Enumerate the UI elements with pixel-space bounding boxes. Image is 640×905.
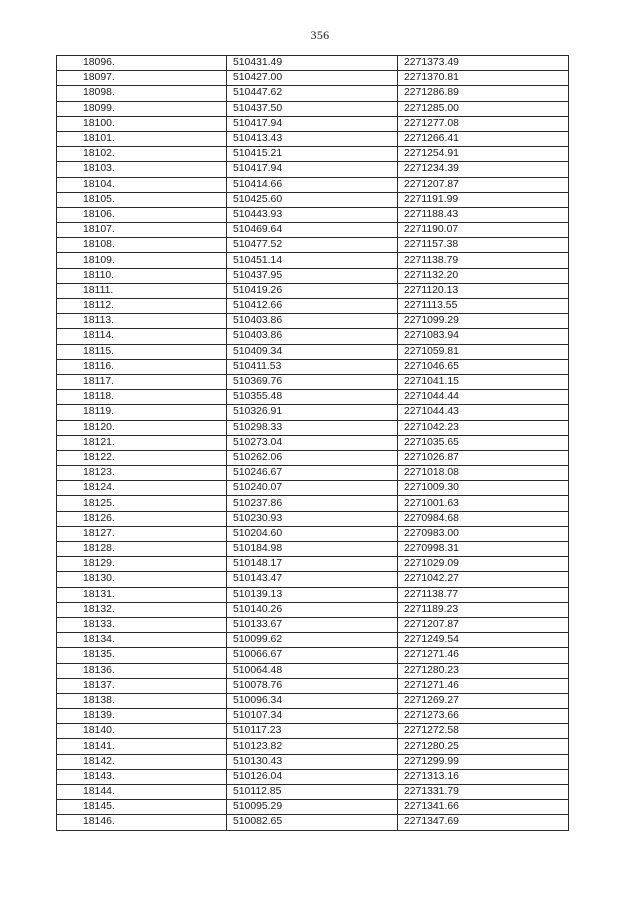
x-coordinate-cell: 510298.33 xyxy=(227,420,398,435)
table-row xyxy=(57,785,569,800)
point-number-cell: 18125. xyxy=(57,496,227,511)
x-coordinate-cell: 510082.65 xyxy=(227,815,398,830)
point-number-cell: 18143. xyxy=(57,769,227,784)
x-coordinate-cell: 510447.62 xyxy=(227,86,398,101)
table-row xyxy=(57,329,569,344)
y-coordinate-cell: 2270998.31 xyxy=(398,542,569,557)
table-row xyxy=(57,192,569,207)
x-coordinate-cell: 510095.29 xyxy=(227,800,398,815)
table-row xyxy=(57,253,569,268)
x-coordinate-cell: 510064.48 xyxy=(227,663,398,678)
table-row xyxy=(57,754,569,769)
table-row xyxy=(57,450,569,465)
table-row xyxy=(57,709,569,724)
table-row xyxy=(57,739,569,754)
table-row xyxy=(57,86,569,101)
table-row xyxy=(57,663,569,678)
point-number-cell: 18124. xyxy=(57,481,227,496)
y-coordinate-cell: 2270984.68 xyxy=(398,511,569,526)
table-row xyxy=(57,131,569,146)
table-row xyxy=(57,420,569,435)
y-coordinate-cell: 2271113.55 xyxy=(398,299,569,314)
table-row xyxy=(57,390,569,405)
table-row xyxy=(57,724,569,739)
x-coordinate-cell: 510411.53 xyxy=(227,359,398,374)
x-coordinate-cell: 510427.00 xyxy=(227,71,398,86)
y-coordinate-cell: 2271280.25 xyxy=(398,739,569,754)
table-row xyxy=(57,116,569,131)
y-coordinate-cell: 2271285.00 xyxy=(398,101,569,116)
point-number-cell: 18121. xyxy=(57,435,227,450)
table-row xyxy=(57,359,569,374)
y-coordinate-cell: 2271207.87 xyxy=(398,617,569,632)
table-row xyxy=(57,587,569,602)
x-coordinate-cell: 510355.48 xyxy=(227,390,398,405)
y-coordinate-cell: 2271157.38 xyxy=(398,238,569,253)
y-coordinate-cell: 2271042.27 xyxy=(398,572,569,587)
y-coordinate-cell: 2271191.99 xyxy=(398,192,569,207)
point-number-cell: 18101. xyxy=(57,131,227,146)
point-number-cell: 18118. xyxy=(57,390,227,405)
point-number-cell: 18099. xyxy=(57,101,227,116)
point-number-cell: 18139. xyxy=(57,709,227,724)
y-coordinate-cell: 2271373.49 xyxy=(398,56,569,71)
table-row xyxy=(57,617,569,632)
point-number-cell: 18136. xyxy=(57,663,227,678)
table-row xyxy=(57,238,569,253)
y-coordinate-cell: 2271026.87 xyxy=(398,450,569,465)
table-row xyxy=(57,405,569,420)
table-row xyxy=(57,511,569,526)
x-coordinate-cell: 510246.67 xyxy=(227,466,398,481)
point-number-cell: 18100. xyxy=(57,116,227,131)
table-row xyxy=(57,71,569,86)
point-number-cell: 18135. xyxy=(57,648,227,663)
y-coordinate-cell: 2271271.46 xyxy=(398,678,569,693)
x-coordinate-cell: 510413.43 xyxy=(227,131,398,146)
point-number-cell: 18128. xyxy=(57,542,227,557)
y-coordinate-cell: 2271018.08 xyxy=(398,466,569,481)
x-coordinate-cell: 510133.67 xyxy=(227,617,398,632)
y-coordinate-cell: 2271001.63 xyxy=(398,496,569,511)
y-coordinate-cell: 2271189.23 xyxy=(398,602,569,617)
x-coordinate-cell: 510099.62 xyxy=(227,633,398,648)
y-coordinate-cell: 2271331.79 xyxy=(398,785,569,800)
point-number-cell: 18129. xyxy=(57,557,227,572)
x-coordinate-cell: 510409.34 xyxy=(227,344,398,359)
y-coordinate-cell: 2271249.54 xyxy=(398,633,569,648)
point-number-cell: 18137. xyxy=(57,678,227,693)
y-coordinate-cell: 2271035.65 xyxy=(398,435,569,450)
table-row xyxy=(57,344,569,359)
point-number-cell: 18133. xyxy=(57,617,227,632)
table-row xyxy=(57,648,569,663)
point-number-cell: 18108. xyxy=(57,238,227,253)
table-row xyxy=(57,466,569,481)
y-coordinate-cell: 2271277.08 xyxy=(398,116,569,131)
table-row xyxy=(57,207,569,222)
point-number-cell: 18096. xyxy=(57,56,227,71)
y-coordinate-cell: 2271266.41 xyxy=(398,131,569,146)
point-number-cell: 18115. xyxy=(57,344,227,359)
y-coordinate-cell: 2271190.07 xyxy=(398,223,569,238)
x-coordinate-cell: 510130.43 xyxy=(227,754,398,769)
point-number-cell: 18106. xyxy=(57,207,227,222)
x-coordinate-cell: 510415.21 xyxy=(227,147,398,162)
point-number-cell: 18145. xyxy=(57,800,227,815)
table-row xyxy=(57,101,569,116)
table-row xyxy=(57,56,569,71)
y-coordinate-cell: 2271044.43 xyxy=(398,405,569,420)
x-coordinate-cell: 510425.60 xyxy=(227,192,398,207)
y-coordinate-cell: 2271042.23 xyxy=(398,420,569,435)
y-coordinate-cell: 2271347.69 xyxy=(398,815,569,830)
point-number-cell: 18112. xyxy=(57,299,227,314)
y-coordinate-cell: 2271269.27 xyxy=(398,693,569,708)
point-number-cell: 18107. xyxy=(57,223,227,238)
y-coordinate-cell: 2271370.81 xyxy=(398,71,569,86)
point-number-cell: 18103. xyxy=(57,162,227,177)
point-number-cell: 18141. xyxy=(57,739,227,754)
point-number-cell: 18142. xyxy=(57,754,227,769)
x-coordinate-cell: 510469.64 xyxy=(227,223,398,238)
y-coordinate-cell: 2271044.44 xyxy=(398,390,569,405)
x-coordinate-cell: 510477.52 xyxy=(227,238,398,253)
point-number-cell: 18123. xyxy=(57,466,227,481)
y-coordinate-cell: 2271254.91 xyxy=(398,147,569,162)
coordinates-table-body xyxy=(57,56,569,831)
x-coordinate-cell: 510240.07 xyxy=(227,481,398,496)
point-number-cell: 18111. xyxy=(57,283,227,298)
x-coordinate-cell: 510414.66 xyxy=(227,177,398,192)
x-coordinate-cell: 510112.85 xyxy=(227,785,398,800)
y-coordinate-cell: 2271273.66 xyxy=(398,709,569,724)
point-number-cell: 18097. xyxy=(57,71,227,86)
point-number-cell: 18132. xyxy=(57,602,227,617)
y-coordinate-cell: 2271272.58 xyxy=(398,724,569,739)
table-row xyxy=(57,268,569,283)
x-coordinate-cell: 510437.50 xyxy=(227,101,398,116)
point-number-cell: 18105. xyxy=(57,192,227,207)
point-number-cell: 18116. xyxy=(57,359,227,374)
y-coordinate-cell: 2271046.65 xyxy=(398,359,569,374)
table-row xyxy=(57,693,569,708)
point-number-cell: 18117. xyxy=(57,374,227,389)
table-row xyxy=(57,299,569,314)
x-coordinate-cell: 510148.17 xyxy=(227,557,398,572)
x-coordinate-cell: 510237.86 xyxy=(227,496,398,511)
x-coordinate-cell: 510066.67 xyxy=(227,648,398,663)
table-row xyxy=(57,542,569,557)
x-coordinate-cell: 510107.34 xyxy=(227,709,398,724)
y-coordinate-cell: 2271059.81 xyxy=(398,344,569,359)
y-coordinate-cell: 2271286.89 xyxy=(398,86,569,101)
x-coordinate-cell: 510140.26 xyxy=(227,602,398,617)
x-coordinate-cell: 510417.94 xyxy=(227,162,398,177)
table-row xyxy=(57,283,569,298)
table-row xyxy=(57,815,569,830)
table-row xyxy=(57,177,569,192)
point-number-cell: 18110. xyxy=(57,268,227,283)
y-coordinate-cell: 2271009.30 xyxy=(398,481,569,496)
y-coordinate-cell: 2271280.23 xyxy=(398,663,569,678)
x-coordinate-cell: 510078.76 xyxy=(227,678,398,693)
x-coordinate-cell: 510419.26 xyxy=(227,283,398,298)
point-number-cell: 18114. xyxy=(57,329,227,344)
table-row xyxy=(57,314,569,329)
table-row xyxy=(57,147,569,162)
table-row xyxy=(57,526,569,541)
point-number-cell: 18120. xyxy=(57,420,227,435)
y-coordinate-cell: 2271083.94 xyxy=(398,329,569,344)
table-row xyxy=(57,572,569,587)
point-number-cell: 18126. xyxy=(57,511,227,526)
x-coordinate-cell: 510417.94 xyxy=(227,116,398,131)
y-coordinate-cell: 2271207.87 xyxy=(398,177,569,192)
table-row xyxy=(57,162,569,177)
x-coordinate-cell: 510204.60 xyxy=(227,526,398,541)
table-row xyxy=(57,481,569,496)
table-row xyxy=(57,769,569,784)
x-coordinate-cell: 510369.76 xyxy=(227,374,398,389)
x-coordinate-cell: 510437.95 xyxy=(227,268,398,283)
point-number-cell: 18102. xyxy=(57,147,227,162)
x-coordinate-cell: 510403.86 xyxy=(227,329,398,344)
page-number: 356 xyxy=(310,28,330,42)
x-coordinate-cell: 510412.66 xyxy=(227,299,398,314)
x-coordinate-cell: 510262.06 xyxy=(227,450,398,465)
x-coordinate-cell: 510096.34 xyxy=(227,693,398,708)
table-row xyxy=(57,223,569,238)
point-number-cell: 18113. xyxy=(57,314,227,329)
x-coordinate-cell: 510443.93 xyxy=(227,207,398,222)
point-number-cell: 18134. xyxy=(57,633,227,648)
x-coordinate-cell: 510143.47 xyxy=(227,572,398,587)
y-coordinate-cell: 2271120.13 xyxy=(398,283,569,298)
point-number-cell: 18140. xyxy=(57,724,227,739)
y-coordinate-cell: 2271234.39 xyxy=(398,162,569,177)
point-number-cell: 18098. xyxy=(57,86,227,101)
y-coordinate-cell: 2271271.46 xyxy=(398,648,569,663)
x-coordinate-cell: 510230.93 xyxy=(227,511,398,526)
table-row xyxy=(57,374,569,389)
x-coordinate-cell: 510123.82 xyxy=(227,739,398,754)
y-coordinate-cell: 2271138.79 xyxy=(398,253,569,268)
point-number-cell: 18130. xyxy=(57,572,227,587)
y-coordinate-cell: 2271041.15 xyxy=(398,374,569,389)
y-coordinate-cell: 2271099.29 xyxy=(398,314,569,329)
point-number-cell: 18119. xyxy=(57,405,227,420)
y-coordinate-cell: 2271188.43 xyxy=(398,207,569,222)
point-number-cell: 18144. xyxy=(57,785,227,800)
table-row xyxy=(57,678,569,693)
y-coordinate-cell: 2271313.16 xyxy=(398,769,569,784)
point-number-cell: 18146. xyxy=(57,815,227,830)
table-row xyxy=(57,633,569,648)
x-coordinate-cell: 510139.13 xyxy=(227,587,398,602)
coordinates-table xyxy=(56,55,569,831)
x-coordinate-cell: 510273.04 xyxy=(227,435,398,450)
x-coordinate-cell: 510117.23 xyxy=(227,724,398,739)
x-coordinate-cell: 510184.98 xyxy=(227,542,398,557)
table-row xyxy=(57,557,569,572)
x-coordinate-cell: 510126.04 xyxy=(227,769,398,784)
table-row xyxy=(57,435,569,450)
x-coordinate-cell: 510326.91 xyxy=(227,405,398,420)
point-number-cell: 18138. xyxy=(57,693,227,708)
x-coordinate-cell: 510431.49 xyxy=(227,56,398,71)
y-coordinate-cell: 2271299.99 xyxy=(398,754,569,769)
y-coordinate-cell: 2271341.66 xyxy=(398,800,569,815)
y-coordinate-cell: 2270983.00 xyxy=(398,526,569,541)
y-coordinate-cell: 2271132.20 xyxy=(398,268,569,283)
y-coordinate-cell: 2271138.77 xyxy=(398,587,569,602)
x-coordinate-cell: 510451.14 xyxy=(227,253,398,268)
table-row xyxy=(57,602,569,617)
point-number-cell: 18104. xyxy=(57,177,227,192)
point-number-cell: 18131. xyxy=(57,587,227,602)
table-row xyxy=(57,800,569,815)
point-number-cell: 18109. xyxy=(57,253,227,268)
y-coordinate-cell: 2271029.09 xyxy=(398,557,569,572)
point-number-cell: 18122. xyxy=(57,450,227,465)
point-number-cell: 18127. xyxy=(57,526,227,541)
x-coordinate-cell: 510403.86 xyxy=(227,314,398,329)
table-row xyxy=(57,496,569,511)
